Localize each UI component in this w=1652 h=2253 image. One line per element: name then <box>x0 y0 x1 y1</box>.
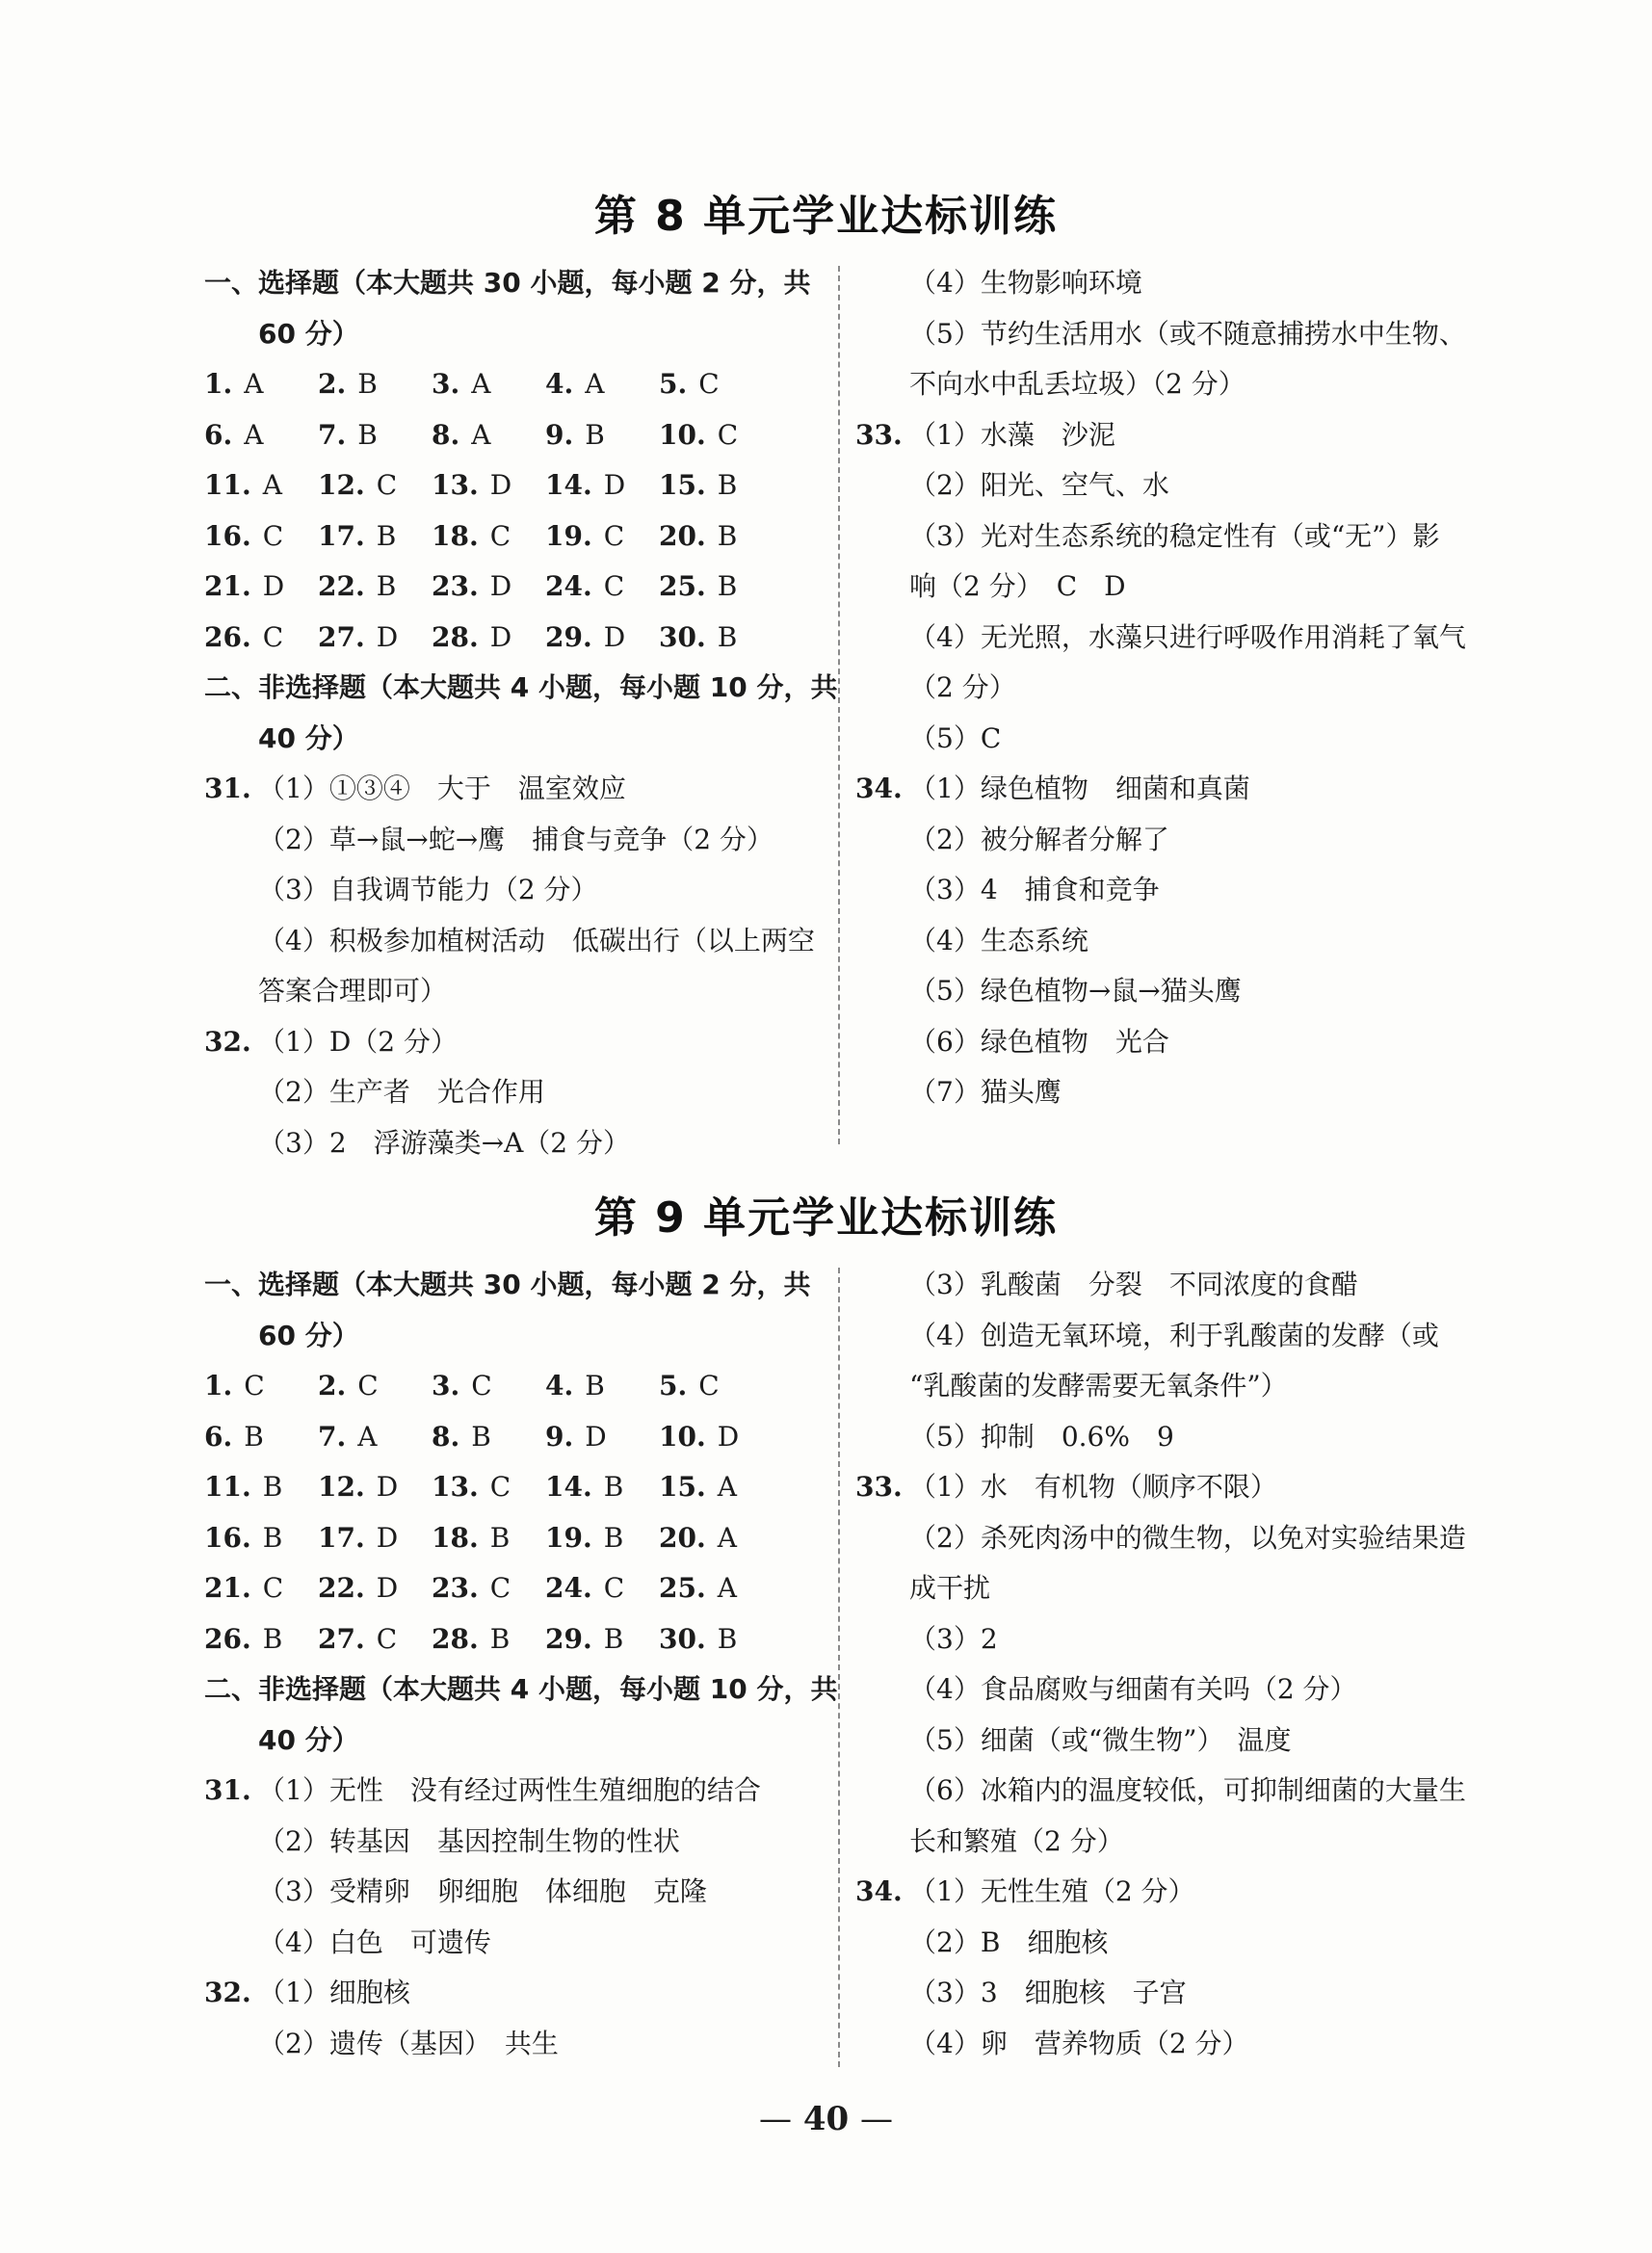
unit9-left-column <box>204 1260 838 2069</box>
answer-line: （2）阳光、空气、水 <box>909 469 1169 501</box>
answer-line: （4）积极参加植树活动 低碳出行（以上两空 <box>258 924 815 956</box>
choice-number: 12. <box>318 1471 365 1503</box>
choice-answer <box>204 1462 318 1513</box>
page-number-footer <box>0 2100 1652 2138</box>
choice-number: 19. <box>545 1521 592 1554</box>
choice-letter: C <box>262 620 284 653</box>
choice-answer <box>318 1361 432 1412</box>
unit9-q32 <box>204 1968 821 2069</box>
unit8-title: 第 8 单元学业达标训练 <box>593 192 1059 241</box>
choice-number: 28. <box>432 620 479 653</box>
choice-answer <box>432 410 545 461</box>
answer-line: （2）杀死肉汤中的微生物，以免对实验结果造 <box>909 1521 1466 1554</box>
choice-letter: D <box>376 620 399 653</box>
choice-answer <box>545 562 659 613</box>
choice-answer <box>318 1462 432 1513</box>
choice-row <box>204 1462 821 1513</box>
answer-line: （7）猫头鹰 <box>909 1076 1062 1108</box>
choice-letter: B <box>717 519 738 552</box>
choice-number: 17. <box>318 1521 365 1554</box>
answer-line: 成干扰 <box>909 1572 991 1604</box>
choice-number: 29. <box>545 1622 592 1655</box>
choice-answer <box>204 1513 318 1564</box>
choice-letter: C <box>262 1572 284 1604</box>
choice-answer <box>432 359 545 410</box>
choice-letter: D <box>603 469 626 501</box>
answer-line: （4）无光照，水藻只进行呼吸作用消耗了氧气 <box>909 620 1466 653</box>
answer-line: （5）节约生活用水（或不随意捕捞水中生物、 <box>909 317 1466 350</box>
choice-letter: A <box>262 469 282 501</box>
unit9-section1-heading-cont: 60 分） <box>258 1319 359 1351</box>
choice-letter: C <box>489 1572 511 1604</box>
choice-answer <box>204 511 318 563</box>
answer-line: （1）细胞核 <box>258 1977 410 2008</box>
choice-answer <box>545 511 659 563</box>
choice-answer <box>545 1563 659 1614</box>
choice-letter: D <box>603 620 626 653</box>
choice-answer <box>318 1563 432 1614</box>
choice-row <box>204 1361 821 1412</box>
choice-number: 10. <box>659 418 706 451</box>
choice-number: 15. <box>659 469 706 501</box>
choice-number: 21. <box>204 1572 251 1604</box>
answer-line: （1）D（2 分） <box>258 1025 458 1058</box>
choice-answer <box>318 1513 432 1564</box>
choice-number: 26. <box>204 620 251 653</box>
answer-line: （3）乳酸菌 分裂 不同浓度的食醋 <box>909 1269 1358 1300</box>
answer-line: 答案合理即可） <box>258 975 448 1007</box>
choice-number: 27. <box>318 620 365 653</box>
choice-answer <box>204 562 318 613</box>
answer-line: （5）抑制 0.6% 9 <box>909 1420 1174 1453</box>
answer-line: （3）3 细胞核 子宫 <box>909 1977 1187 2008</box>
answer-line: 响（2 分） C D <box>909 570 1126 602</box>
choice-answer <box>659 562 773 613</box>
choice-letter: C <box>244 1370 265 1402</box>
choice-letter: A <box>717 1521 737 1554</box>
choice-number: 27. <box>318 1622 365 1655</box>
choice-answer <box>204 1563 318 1614</box>
choice-letter: C <box>489 519 511 552</box>
choice-number: 4. <box>545 368 574 400</box>
choice-answer <box>545 1361 659 1412</box>
choice-number: 14. <box>545 1471 592 1503</box>
choice-letter: D <box>376 1572 399 1604</box>
answer-line: （2）遗传（基因） 共生 <box>258 2027 559 2059</box>
choice-answer <box>545 613 659 664</box>
unit8-q33 <box>855 410 1491 765</box>
choice-letter: A <box>585 368 605 400</box>
choice-answer <box>432 1462 545 1513</box>
question-number: 32. <box>204 1977 251 2008</box>
choice-number: 28. <box>432 1622 479 1655</box>
choice-answer <box>318 460 432 511</box>
choice-number: 8. <box>432 418 460 451</box>
choice-letter: B <box>244 1420 264 1453</box>
choice-number: 19. <box>545 519 592 552</box>
choice-answer <box>659 1614 773 1665</box>
choice-letter: A <box>244 368 264 400</box>
choice-letter: D <box>585 1420 607 1453</box>
choice-answer <box>659 410 773 461</box>
choice-answer <box>659 1462 773 1513</box>
choice-letter: B <box>471 1420 491 1453</box>
answer-line: （2）草→鼠→蛇→鹰 捕食与竞争（2 分） <box>258 823 774 855</box>
choice-letter: D <box>489 469 512 501</box>
choice-number: 10. <box>659 1420 706 1453</box>
answer-line: （1）①③④ 大于 温室效应 <box>258 773 626 804</box>
choice-letter: B <box>585 1370 605 1402</box>
choice-number: 16. <box>204 1521 251 1554</box>
choice-letter: A <box>471 368 491 400</box>
choice-answer <box>659 1513 773 1564</box>
choice-number: 15. <box>659 1471 706 1503</box>
choice-letter: D <box>376 1521 399 1554</box>
choice-letter: C <box>717 418 739 451</box>
choice-letter: A <box>244 418 264 451</box>
choice-number: 22. <box>318 1572 365 1604</box>
choice-number: 13. <box>432 469 479 501</box>
choice-letter: C <box>262 519 284 552</box>
question-number: 33. <box>855 418 903 451</box>
choice-letter: C <box>376 1622 398 1655</box>
choice-number: 13. <box>432 1471 479 1503</box>
choice-answer <box>204 410 318 461</box>
choice-number: 22. <box>318 570 365 602</box>
choice-letter: B <box>717 469 738 501</box>
answer-line: （5）C <box>909 721 1002 754</box>
unit8-q32 <box>204 1017 821 1169</box>
question-number: 32. <box>204 1025 251 1058</box>
unit9-q34 <box>855 1867 1491 2069</box>
answer-line: （2）生产者 光合作用 <box>258 1076 545 1108</box>
unit8-left-column <box>204 258 838 1168</box>
answer-line: （1）绿色植物 细菌和真菌 <box>909 773 1250 804</box>
unit8-right-column <box>855 258 1491 1118</box>
choice-answer <box>659 511 773 563</box>
choice-number: 16. <box>204 519 251 552</box>
choice-answer <box>432 1614 545 1665</box>
choice-letter: B <box>717 570 738 602</box>
choice-answer <box>545 410 659 461</box>
choice-answer <box>318 613 432 664</box>
choice-row <box>204 1513 821 1564</box>
choice-letter: C <box>489 1471 511 1503</box>
choice-number: 11. <box>204 469 251 501</box>
choice-letter: C <box>603 519 625 552</box>
choice-answer <box>432 1412 545 1463</box>
choice-number: 14. <box>545 469 592 501</box>
choice-answer <box>432 613 545 664</box>
choice-row <box>204 511 821 563</box>
choice-answer <box>204 460 318 511</box>
choice-answer <box>432 460 545 511</box>
choice-number: 18. <box>432 519 479 552</box>
choice-number: 30. <box>659 1622 706 1655</box>
choice-answer <box>545 1412 659 1463</box>
answer-line: （3）光对生态系统的稳定性有（或“无”）影 <box>909 519 1440 552</box>
choice-number: 25. <box>659 570 706 602</box>
choice-number: 18. <box>432 1521 479 1554</box>
choice-answer <box>545 460 659 511</box>
choice-number: 7. <box>318 1420 347 1453</box>
choice-row <box>204 1614 821 1665</box>
choice-answer <box>318 562 432 613</box>
unit9-choice-answers <box>204 1361 821 1664</box>
choice-answer <box>659 1412 773 1463</box>
unit9-q33 <box>855 1462 1491 1867</box>
choice-letter: B <box>376 570 397 602</box>
answer-line: （2）B 细胞核 <box>909 1926 1109 1958</box>
choice-letter: C <box>357 1370 379 1402</box>
choice-number: 25. <box>659 1572 706 1604</box>
choice-answer <box>432 511 545 563</box>
unit9-section1-heading: 一、选择题（本大题共 30 小题，每小题 2 分，共 <box>204 1269 811 1300</box>
choice-letter: A <box>357 1420 378 1453</box>
choice-answer <box>204 1412 318 1463</box>
answer-line: （6）冰箱内的温度较低，可抑制细菌的大量生 <box>909 1774 1466 1806</box>
choice-answer <box>659 460 773 511</box>
choice-letter: B <box>489 1521 511 1554</box>
choice-number: 4. <box>545 1370 574 1402</box>
choice-answer <box>432 1563 545 1614</box>
footer-dash-right: — <box>860 2100 893 2138</box>
choice-number: 30. <box>659 620 706 653</box>
choice-row <box>204 410 821 461</box>
question-number: 31. <box>204 1774 251 1806</box>
choice-number: 26. <box>204 1622 251 1655</box>
answer-line: （2 分） <box>909 671 1016 703</box>
answer-line: （4）生物影响环境 <box>909 267 1142 299</box>
choice-letter: B <box>357 418 378 451</box>
choice-answer <box>659 359 773 410</box>
answer-line: （6）绿色植物 光合 <box>909 1025 1169 1058</box>
choice-letter: B <box>717 1622 738 1655</box>
choice-answer <box>318 511 432 563</box>
unit9-section2-heading: 二、非选择题（本大题共 4 小题，每小题 10 分，共 <box>204 1673 838 1705</box>
choice-number: 11. <box>204 1471 251 1503</box>
choice-letter: C <box>698 368 720 400</box>
choice-answer <box>318 1412 432 1463</box>
answer-line: （3）自我调节能力（2 分） <box>258 874 598 905</box>
choice-number: 29. <box>545 620 592 653</box>
answer-line: （4）卵 营养物质（2 分） <box>909 2027 1249 2059</box>
choice-answer <box>545 1513 659 1564</box>
answer-line: 不向水中乱丢垃圾）（2 分） <box>909 368 1246 400</box>
choice-letter: A <box>717 1471 737 1503</box>
answer-line: （2）被分解者分解了 <box>909 823 1169 855</box>
choice-number: 6. <box>204 418 233 451</box>
unit8-q31 <box>204 764 821 1017</box>
question-number: 34. <box>855 1875 903 1907</box>
choice-row <box>204 1412 821 1463</box>
choice-answer <box>659 1563 773 1614</box>
choice-answer <box>318 1614 432 1665</box>
choice-row <box>204 359 821 410</box>
choice-answer <box>432 1513 545 1564</box>
answer-line: （3）2 浮游藻类→A（2 分） <box>258 1126 631 1159</box>
choice-letter: B <box>357 368 378 400</box>
choice-answer <box>318 359 432 410</box>
choice-answer <box>204 1614 318 1665</box>
unit8-section2-heading-cont: 40 分） <box>258 721 359 754</box>
choice-number: 12. <box>318 469 365 501</box>
choice-letter: B <box>603 1622 624 1655</box>
choice-number: 23. <box>432 1572 479 1604</box>
choice-answer <box>432 562 545 613</box>
choice-letter: C <box>603 570 625 602</box>
answer-line: （1）水藻 沙泥 <box>909 418 1115 451</box>
choice-number: 3. <box>432 1370 460 1402</box>
choice-row <box>204 460 821 511</box>
choice-letter: D <box>262 570 285 602</box>
unit8-column-divider <box>838 266 840 1144</box>
choice-number: 5. <box>659 1370 688 1402</box>
answer-line: （4）生态系统 <box>909 924 1088 956</box>
choice-number: 24. <box>545 570 592 602</box>
answer-line: （3）4 捕食和竞争 <box>909 874 1160 905</box>
answer-line: （1）无性 没有经过两性生殖细胞的结合 <box>258 1774 761 1806</box>
page-number: 40 <box>802 2100 850 2138</box>
choice-letter: D <box>489 570 512 602</box>
choice-number: 2. <box>318 1370 347 1402</box>
unit8-section1-heading: 一、选择题（本大题共 30 小题，每小题 2 分，共 <box>204 267 811 299</box>
choice-letter: B <box>262 1622 283 1655</box>
choice-row <box>204 613 821 664</box>
answer-line: （5）细菌（或“微生物”） 温度 <box>909 1723 1292 1756</box>
choice-answer <box>545 1462 659 1513</box>
choice-letter: D <box>376 1471 399 1503</box>
choice-number: 17. <box>318 519 365 552</box>
answer-line: 长和繁殖（2 分） <box>909 1824 1124 1857</box>
unit9-title: 第 9 单元学业达标训练 <box>593 1193 1059 1243</box>
choice-letter: A <box>717 1572 737 1604</box>
choice-number: 9. <box>545 1420 574 1453</box>
answer-line: （3）受精卵 卵细胞 体细胞 克隆 <box>258 1875 707 1907</box>
choice-letter: B <box>717 620 738 653</box>
answer-line: （1）水 有机物（顺序不限） <box>909 1471 1277 1503</box>
choice-number: 1. <box>204 1370 233 1402</box>
choice-number: 20. <box>659 1521 706 1554</box>
choice-letter: C <box>376 469 398 501</box>
question-number: 34. <box>855 773 903 804</box>
unit8-section1-heading-cont: 60 分） <box>258 317 359 350</box>
answer-line: （3）2 <box>909 1622 998 1655</box>
choice-letter: C <box>471 1370 492 1402</box>
answer-line: （4）创造无氧环境，利于乳酸菌的发酵（或 <box>909 1319 1439 1351</box>
unit8-choice-answers <box>204 359 821 663</box>
choice-answer <box>545 359 659 410</box>
unit8-q34 <box>855 764 1491 1118</box>
choice-row <box>204 1563 821 1614</box>
choice-number: 3. <box>432 368 460 400</box>
unit8-section2-heading: 二、非选择题（本大题共 4 小题，每小题 10 分，共 <box>204 671 838 703</box>
choice-answer <box>204 1361 318 1412</box>
choice-number: 8. <box>432 1420 460 1453</box>
choice-letter: C <box>603 1572 625 1604</box>
choice-letter: B <box>376 519 397 552</box>
choice-number: 21. <box>204 570 251 602</box>
answer-line: （4）食品腐败与细菌有关吗（2 分） <box>909 1673 1357 1705</box>
choice-letter: D <box>489 620 512 653</box>
choice-number: 1. <box>204 368 233 400</box>
choice-letter: B <box>603 1521 624 1554</box>
choice-answer <box>204 359 318 410</box>
question-number: 33. <box>855 1471 903 1503</box>
choice-number: 23. <box>432 570 479 602</box>
choice-row <box>204 562 821 613</box>
choice-letter: B <box>262 1521 283 1554</box>
choice-letter: B <box>585 418 605 451</box>
footer-dash-left: — <box>758 2100 792 2138</box>
choice-answer <box>659 1361 773 1412</box>
choice-letter: D <box>717 1420 740 1453</box>
choice-number: 6. <box>204 1420 233 1453</box>
choice-number: 9. <box>545 418 574 451</box>
answer-line: （2）转基因 基因控制生物的性状 <box>258 1824 680 1857</box>
choice-letter: C <box>698 1370 720 1402</box>
choice-answer <box>318 410 432 461</box>
choice-number: 5. <box>659 368 688 400</box>
choice-answer <box>659 613 773 664</box>
choice-letter: B <box>603 1471 624 1503</box>
choice-number: 7. <box>318 418 347 451</box>
unit9-q31 <box>204 1766 821 1968</box>
question-number: 31. <box>204 773 251 804</box>
choice-number: 2. <box>318 368 347 400</box>
choice-number: 24. <box>545 1572 592 1604</box>
answer-line: （5）绿色植物→鼠→猫头鹰 <box>909 975 1242 1007</box>
unit9-column-divider <box>838 1268 840 2067</box>
choice-answer <box>432 1361 545 1412</box>
choice-number: 20. <box>659 519 706 552</box>
answer-line: “乳酸菌的发酵需要无氧条件”） <box>909 1370 1288 1402</box>
unit9-section2-heading-cont: 40 分） <box>258 1723 359 1756</box>
choice-answer <box>204 613 318 664</box>
answer-line: （4）白色 可遗传 <box>258 1926 491 1958</box>
choice-letter: B <box>262 1471 283 1503</box>
choice-answer <box>545 1614 659 1665</box>
choice-letter: A <box>471 418 491 451</box>
unit9-right-column <box>855 1260 1491 2069</box>
answer-line: （1）无性生殖（2 分） <box>909 1875 1195 1907</box>
choice-letter: B <box>489 1622 511 1655</box>
